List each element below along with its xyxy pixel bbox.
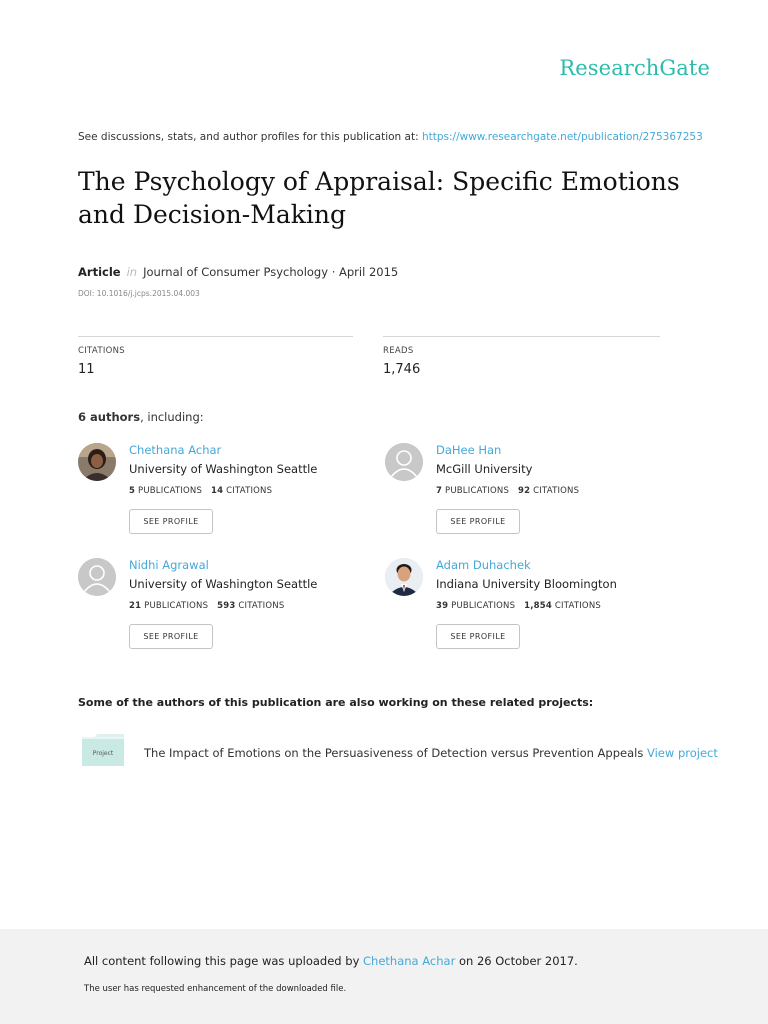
discussion-prefix: See discussions, stats, and author profiles for this publication at:: [78, 131, 419, 143]
researchgate-logo[interactable]: ResearchGate: [559, 56, 710, 80]
see-profile-button[interactable]: SEE PROFILE: [129, 624, 213, 649]
citations-divider: [78, 336, 353, 337]
citations-label: CITATIONS: [533, 486, 580, 496]
journal-date[interactable]: Journal of Consumer Psychology · April 2015: [143, 265, 399, 279]
author-card: [385, 443, 685, 553]
projects-heading: Some of the authors of this publication are also working on these related projects:: [78, 696, 594, 709]
in-word: in: [126, 265, 138, 279]
project-title: The Impact of Emotions on the Persuasiveness of Detection versus Prevention Appeals: [144, 746, 644, 760]
citations-label: CITATIONS: [78, 346, 125, 356]
project-item: [144, 746, 718, 760]
citations-count: 593: [217, 601, 236, 611]
publications-label: PUBLICATIONS: [445, 486, 510, 496]
publication-meta: [78, 265, 398, 279]
doi: DOI: 10.1016/j.jcps.2015.04.003: [78, 289, 200, 298]
author-name[interactable]: Adam Duhachek: [436, 558, 531, 572]
citations-label: CITATIONS: [226, 486, 273, 496]
uploader-link[interactable]: Chethana Achar: [363, 954, 456, 968]
project-icon-label: Project: [92, 750, 114, 757]
photo-man-icon[interactable]: [385, 558, 423, 596]
publications-label: PUBLICATIONS: [144, 601, 209, 611]
author-stats: [436, 601, 601, 611]
publication-title: The Psychology of Appraisal: Specific Emotions and Decision-Making: [78, 167, 680, 229]
publications-label: PUBLICATIONS: [138, 486, 203, 496]
reads-divider: [383, 336, 660, 337]
author-card: [385, 558, 685, 668]
default-avatar-icon[interactable]: [78, 558, 116, 596]
author-stats: [436, 486, 579, 496]
publication-url-link[interactable]: https://www.researchgate.net/publication/275367253: [421, 131, 703, 143]
publications-count: 39: [436, 601, 449, 611]
enhancement-note: The user has requested enhancement of the downloaded file.: [84, 984, 347, 994]
default-avatar-icon[interactable]: [385, 443, 423, 481]
discussion-line: [78, 131, 703, 143]
author-card: [78, 558, 378, 668]
citations-value: 11: [78, 362, 95, 377]
author-institution: Indiana University Bloomington: [436, 577, 617, 591]
citations-count: 14: [211, 486, 224, 496]
upload-footer: [0, 929, 768, 1024]
project-folder-icon[interactable]: [82, 734, 124, 766]
see-profile-button[interactable]: SEE PROFILE: [129, 509, 213, 534]
author-institution: McGill University: [436, 462, 533, 476]
upload-info: [84, 954, 578, 968]
author-name[interactable]: Nidhi Agrawal: [129, 558, 209, 572]
publication-type: Article: [78, 265, 121, 279]
reads-value: 1,746: [383, 362, 421, 377]
author-card: [78, 443, 378, 553]
see-profile-button[interactable]: SEE PROFILE: [436, 624, 520, 649]
publications-count: 7: [436, 486, 443, 496]
publications-label: PUBLICATIONS: [451, 601, 516, 611]
uploaded-suffix: on 26 October 2017.: [458, 954, 578, 968]
author-stats: [129, 486, 272, 496]
citations-count: 1,854: [524, 601, 552, 611]
author-institution: University of Washington Seattle: [129, 462, 318, 476]
author-institution: University of Washington Seattle: [129, 577, 318, 591]
authors-suffix: , including:: [140, 410, 204, 424]
uploaded-prefix: All content following this page was uploaded by: [84, 954, 360, 968]
citations-label: CITATIONS: [554, 601, 601, 611]
author-name[interactable]: DaHee Han: [436, 443, 502, 457]
publications-count: 21: [129, 601, 142, 611]
author-stats: [129, 601, 284, 611]
author-name[interactable]: Chethana Achar: [129, 443, 222, 457]
see-profile-button[interactable]: SEE PROFILE: [436, 509, 520, 534]
authors-heading: [78, 410, 204, 424]
authors-count: 6 authors: [78, 410, 141, 424]
publications-count: 5: [129, 486, 136, 496]
citations-label: CITATIONS: [238, 601, 285, 611]
reads-label: READS: [383, 346, 414, 356]
citations-count: 92: [518, 486, 531, 496]
photo-woman-icon[interactable]: [78, 443, 116, 481]
view-project-link[interactable]: View project: [647, 746, 718, 760]
